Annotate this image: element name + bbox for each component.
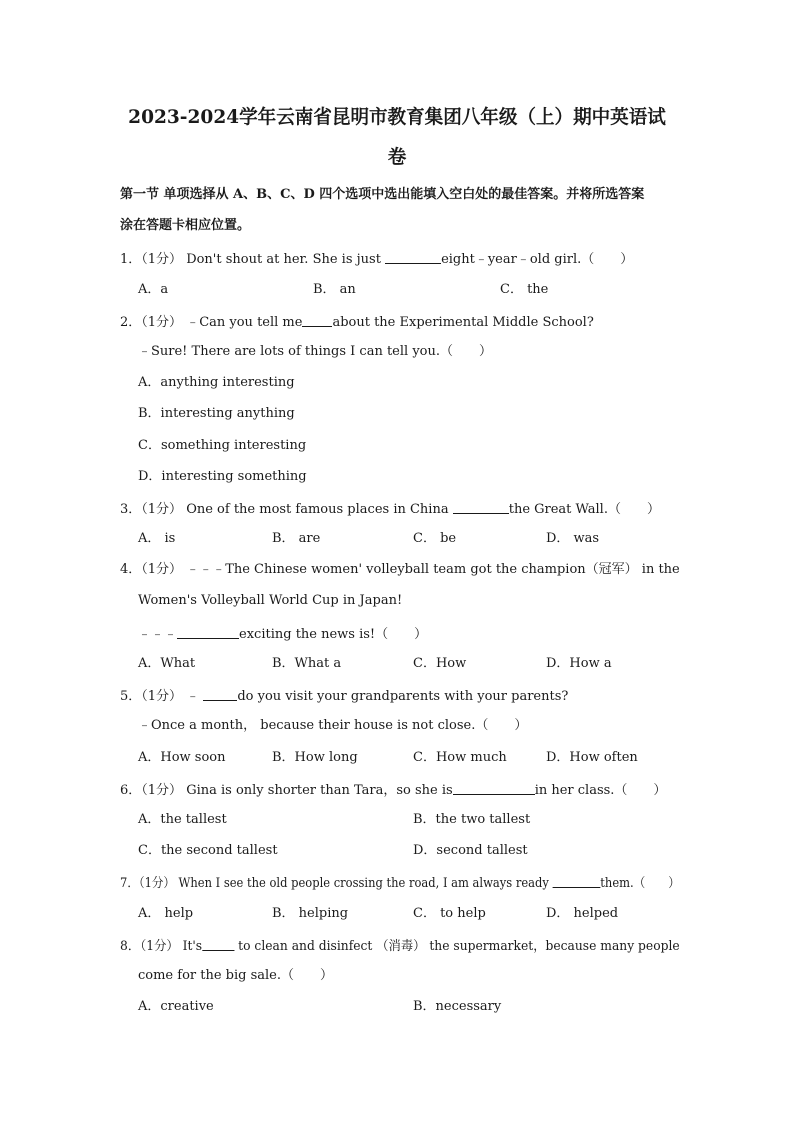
answer-blank [385,251,441,264]
question-text: the Great Wall.（ ） [508,502,660,517]
option-c: C． be [413,531,457,546]
question-text: Gina is only shorter than Tara，so she is [186,783,453,798]
option-a: A．How soon [138,750,226,765]
question-1 [120,251,633,266]
option-b: B．interesting anything [138,406,295,421]
question-2 [120,314,594,329]
question-5-line-2: ﹣Once a month， because their house is not close.（ ） [138,718,528,733]
question-number: 8．（1分） [120,939,179,954]
question-text: about the Experimental Middle School? [332,315,594,330]
question-4-line-3 [138,626,427,641]
section-instruction-continued: 涂在答题卡相应位置。 [120,218,251,233]
option-b: B．necessary [413,999,502,1014]
option-a: A．creative [138,999,214,1014]
question-4 [120,563,680,576]
answer-blank [202,938,234,951]
question-text: Don't shout at her. She is just [186,252,386,267]
question-text: ﹣﹣﹣The Chinese women' volleyball team got the champion（冠军） in the [186,562,680,577]
option-c: C． the [500,282,549,297]
question-number: 6．（1分） [120,783,183,798]
question-text: ﹣﹣﹣ [138,627,178,642]
question-8-line-2: come for the big sale.（ ） [138,968,334,983]
option-b: B． are [272,531,321,546]
question-3 [120,501,660,516]
question-6 [120,782,666,797]
option-b: B．the two tallest [413,812,531,827]
option-d: D．How a [546,656,612,671]
question-number: 1．（1分） [120,252,183,267]
question-text: It's [182,939,203,954]
page-title-continued: 卷 [387,146,407,168]
option-c: C．the second tallest [138,843,278,858]
question-text: in her class.（ ） [534,783,667,798]
answer-blank [302,314,332,327]
question-text: eight﹣year﹣old girl.（ ） [441,252,634,267]
question-text: ﹣ [186,689,204,704]
question-8 [120,938,680,953]
question-text: exciting the news is!（ ） [239,627,428,642]
section-instruction: 第一节 单项选择从 A、B、C、D 四个选项中选出能填入空白处的最佳答案。并将所选答案 [120,187,645,202]
answer-blank [177,626,239,639]
option-a: A．anything interesting [138,375,295,390]
question-7 [120,875,680,890]
question-number: 3．（1分） [120,502,183,517]
question-text: One of the most famous places in China [186,502,453,517]
option-d: D．second tallest [413,843,528,858]
option-b: B． an [313,282,356,297]
answer-blank [453,782,535,795]
question-number: 2．（1分） [120,315,183,330]
option-d: D．How often [546,750,638,765]
question-number: 7．（1分） [120,876,175,891]
answer-blank [453,501,509,514]
option-d: D． helped [546,906,619,921]
option-b: B．What a [272,656,342,671]
question-text: to clean and disinfect （消毒） the supermarket，because many people [234,939,680,954]
question-5 [120,688,568,703]
option-c: C．How [413,656,467,671]
option-a: A． help [138,906,194,921]
option-b: B．How long [272,750,358,765]
question-number: 5．（1分） [120,689,183,704]
question-text: them.（ ） [600,876,680,891]
option-a: A．the tallest [138,812,227,827]
option-d: D．interesting something [138,469,307,484]
answer-blank [553,875,601,888]
option-c: C． to help [413,906,486,921]
question-text: do you visit your grandparents with your parents? [237,689,569,704]
option-c: C．something interesting [138,438,307,453]
question-text: When I see the old people crossing the road, I am always ready [178,876,553,891]
option-c: C．How much [413,750,507,765]
question-2-line-2: ﹣Sure! There are lots of things I can tell you.（ ） [138,344,492,359]
option-b: B． helping [272,906,349,921]
question-number: 4．（1分） [120,562,183,577]
option-a: A． is [138,531,176,546]
question-text: ﹣Can you tell me [186,315,303,330]
option-a: A．What [138,656,196,671]
page-title: 2023-2024学年云南省昆明市教育集团八年级（上）期中英语试 [128,106,666,128]
answer-blank [203,688,237,701]
question-4-line-2: Women's Volleyball World Cup in Japan! [138,593,403,608]
option-a: A．a [138,282,169,297]
option-d: D． was [546,531,600,546]
